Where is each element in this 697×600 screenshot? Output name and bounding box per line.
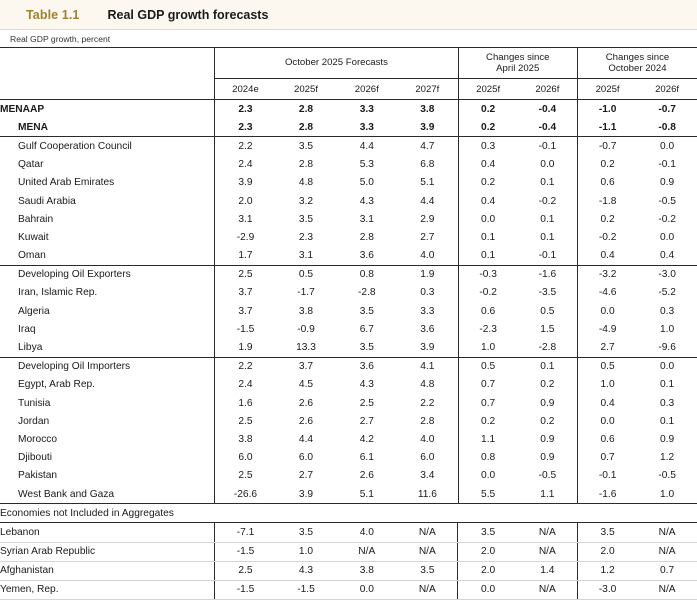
table-row: [0, 192, 697, 210]
row-value: 5.0: [359, 177, 374, 189]
row-value: 0.4: [458, 192, 518, 210]
row-value: 4.7: [397, 137, 458, 156]
row-value: 3.6: [359, 250, 374, 262]
table-row: [0, 210, 697, 228]
row-value: N/A: [637, 542, 697, 561]
row-value: 0.0: [577, 302, 637, 320]
row-value: 0.0: [336, 580, 397, 599]
row-value: 1.0: [276, 542, 337, 561]
row-value: 0.3: [660, 397, 675, 409]
table-row: [0, 137, 697, 156]
row-value: 1.1: [518, 485, 578, 504]
row-value: -0.2: [458, 284, 518, 302]
row-value: 4.4: [420, 195, 435, 207]
row-value: 0.7: [458, 394, 518, 412]
table-title-bar: [0, 0, 697, 30]
row-value: 2.3: [215, 118, 276, 137]
row-label: Morocco: [18, 433, 58, 445]
gdp-table-extra: [0, 504, 697, 600]
row-value: 1.4: [518, 561, 578, 580]
row-label: Iraq: [18, 323, 36, 335]
group-header-changes-april: [458, 48, 577, 79]
row-value: 1.0: [577, 376, 637, 394]
row-value: 0.5: [276, 265, 337, 284]
table-row: [0, 376, 697, 394]
row-value: 2.4: [215, 156, 276, 174]
row-value: 0.1: [660, 379, 675, 391]
table-row: [0, 228, 697, 246]
row-value: -1.8: [577, 192, 637, 210]
row-value: 2.2: [215, 357, 276, 376]
row-value: 1.1: [458, 430, 518, 448]
row-value: -1.5: [215, 580, 276, 599]
row-value: 0.2: [540, 379, 555, 391]
row-label: Iran, Islamic Rep.: [18, 287, 98, 299]
row-value: 2.6: [298, 397, 314, 409]
row-value: N/A: [518, 580, 578, 599]
row-value: -2.9: [215, 228, 276, 246]
group-header-changes-oct: [577, 48, 697, 79]
row-value: 2.8: [298, 103, 314, 115]
row-value: -1.6: [577, 485, 637, 504]
page-title: Real GDP growth forecasts: [107, 7, 269, 22]
row-value: 2.7: [359, 415, 374, 427]
row-value: 0.0: [637, 137, 697, 156]
row-value: 2.8: [298, 121, 314, 133]
row-value: 3.3: [420, 305, 435, 317]
row-value: 0.2: [540, 415, 555, 427]
sub-header-2025f-forecast: 2025f: [276, 79, 337, 100]
row-label: Lebanon: [0, 523, 215, 542]
row-value: 0.9: [540, 433, 555, 445]
row-value: 0.0: [637, 357, 697, 376]
row-value: 0.6: [577, 174, 637, 192]
row-value: 4.8: [298, 177, 314, 189]
row-label: West Bank and Gaza: [0, 485, 215, 504]
row-value: 2.2: [215, 137, 276, 156]
row-value: 1.2: [660, 452, 675, 464]
row-value: -1.7: [297, 287, 315, 299]
row-value: 0.4: [660, 250, 675, 262]
row-value: 0.5: [458, 357, 518, 376]
group-header-changes-april-line2: April 2025: [496, 63, 540, 74]
group-header-changes-oct-line1: Changes since: [605, 51, 670, 63]
row-value: 2.6: [298, 415, 314, 427]
row-value: 4.4: [298, 433, 314, 445]
row-value: 2.0: [577, 542, 637, 561]
row-value: 5.5: [458, 485, 518, 504]
row-label: Yemen, Rep.: [0, 580, 215, 599]
row-value: 3.9: [215, 174, 276, 192]
row-value: 1.6: [215, 394, 276, 412]
row-value: 3.5: [397, 561, 458, 580]
row-value: 6.0: [420, 452, 435, 464]
row-value: 2.0: [215, 192, 276, 210]
row-value: 0.1: [518, 357, 578, 376]
row-value: 0.7: [458, 376, 518, 394]
gdp-table: [0, 48, 697, 504]
group-header-oct-forecasts: October 2025 Forecasts: [215, 48, 458, 79]
row-value: 4.3: [359, 379, 374, 391]
table-row: [0, 174, 697, 192]
row-value: 0.3: [458, 137, 518, 156]
row-value: N/A: [397, 542, 458, 561]
row-value: -9.6: [658, 342, 676, 354]
row-value: 0.9: [540, 452, 555, 464]
row-value: -0.2: [658, 213, 676, 225]
row-value: 6.1: [359, 452, 374, 464]
row-value: 5.3: [359, 159, 374, 171]
sub-header-2025f-chg-april: 2025f: [458, 79, 518, 100]
row-value: 4.8: [420, 379, 435, 391]
row-value: 11.6: [397, 485, 458, 504]
row-value: 0.0: [540, 159, 555, 171]
row-value: 0.2: [458, 118, 518, 137]
row-value: -1.5: [276, 580, 337, 599]
row-value: 0.9: [540, 397, 555, 409]
row-value: 2.3: [215, 100, 276, 119]
sub-header-2027f-forecast: 2027f: [397, 79, 458, 100]
sub-header-2024e: 2024e: [215, 79, 276, 100]
row-value: 2.5: [359, 397, 374, 409]
row-value: -1.6: [518, 265, 578, 284]
row-value: 6.0: [215, 449, 276, 467]
row-value: 1.9: [215, 338, 276, 357]
row-value: 2.8: [298, 159, 314, 171]
row-value: 0.3: [660, 305, 675, 317]
row-value: -0.1: [518, 137, 578, 156]
table-subtitle: Real GDP growth, percent: [0, 30, 697, 48]
table-row: [0, 100, 697, 119]
row-value: 0.4: [458, 156, 518, 174]
table-row: [0, 542, 697, 561]
row-value: -3.0: [637, 265, 697, 284]
sub-header-blank: [0, 79, 215, 100]
table-row: [0, 523, 697, 542]
row-label: MENAAP: [0, 103, 45, 115]
row-value: 0.7: [577, 449, 637, 467]
row-value: 0.0: [577, 412, 637, 430]
row-value: 0.1: [540, 213, 555, 225]
row-value: 0.2: [458, 412, 518, 430]
table-row: [0, 561, 697, 580]
row-value: -5.2: [658, 287, 676, 299]
row-value: N/A: [397, 523, 458, 542]
row-value: -0.5: [658, 195, 676, 207]
row-value: 0.9: [660, 433, 675, 445]
row-value: 2.5: [215, 467, 276, 485]
row-value: 3.5: [276, 137, 337, 156]
table-number: Table 1.1: [26, 7, 80, 22]
row-value: 0.8: [458, 449, 518, 467]
row-value: 0.1: [540, 231, 555, 243]
row-label: Afghanistan: [0, 561, 215, 580]
row-label: Djibouti: [18, 452, 52, 464]
row-value: -3.0: [577, 580, 637, 599]
row-value: -0.7: [658, 103, 676, 115]
table-row: [0, 412, 697, 430]
table-row: [0, 580, 697, 599]
row-value: 2.7: [577, 338, 637, 357]
row-value: N/A: [637, 523, 697, 542]
table-row: [0, 394, 697, 412]
row-value: 3.9: [276, 485, 337, 504]
table-row: [0, 320, 697, 338]
row-value: -0.4: [538, 121, 557, 133]
row-value: 2.0: [458, 542, 518, 561]
sub-header-2026f-chg-april: 2026f: [518, 79, 578, 100]
row-value: 3.7: [276, 357, 337, 376]
row-label: Egypt, Arab Rep.: [18, 379, 96, 391]
row-value: -1.5: [215, 542, 276, 561]
row-value: 2.5: [215, 412, 276, 430]
row-value: 0.3: [420, 287, 435, 299]
table-row: [0, 302, 697, 320]
row-value: 4.0: [420, 433, 435, 445]
row-value: -0.9: [297, 323, 315, 335]
row-value: N/A: [637, 580, 697, 599]
row-value: 1.9: [397, 265, 458, 284]
table-row: [0, 118, 697, 137]
row-value: 3.5: [359, 342, 374, 354]
row-value: -2.8: [358, 287, 376, 299]
row-value: 2.4: [215, 376, 276, 394]
row-value: 3.3: [359, 121, 374, 133]
row-value: 1.0: [660, 323, 675, 335]
row-value: -1.0: [577, 100, 637, 119]
row-value: -4.9: [577, 320, 637, 338]
row-value: 2.8: [359, 231, 374, 243]
row-value: 3.3: [359, 103, 374, 115]
row-value: 0.6: [577, 430, 637, 448]
section-title: Economies not Included in Aggregates: [0, 504, 697, 523]
row-value: 2.9: [420, 213, 435, 225]
row-value: -4.6: [577, 284, 637, 302]
row-value: 0.5: [540, 305, 555, 317]
row-value: 3.8: [215, 430, 276, 448]
row-value: 2.5: [215, 561, 276, 580]
row-value: 3.5: [298, 213, 314, 225]
row-value: 0.1: [540, 177, 555, 189]
row-value: 4.2: [359, 433, 374, 445]
row-label: Pakistan: [18, 470, 58, 482]
sub-header-row: [0, 79, 697, 100]
row-value: 0.2: [458, 174, 518, 192]
row-value: 3.2: [298, 195, 314, 207]
row-value: 0.8: [336, 265, 397, 284]
group-header-changes-april-line1: Changes since: [486, 51, 550, 63]
row-value: -0.7: [577, 137, 637, 156]
row-value: 2.6: [359, 470, 374, 482]
row-value: 0.0: [660, 231, 675, 243]
row-label: Developing Oil Importers: [0, 357, 215, 376]
row-value: -7.1: [215, 523, 276, 542]
row-value: 2.0: [458, 561, 518, 580]
row-label: Kuwait: [18, 231, 49, 243]
row-value: 4.3: [359, 195, 374, 207]
row-value: -0.5: [538, 470, 557, 482]
row-label: Algeria: [18, 305, 50, 317]
row-label: Tunisia: [18, 397, 51, 409]
row-value: 0.2: [577, 156, 637, 174]
row-value: -3.2: [577, 265, 637, 284]
row-value: 6.8: [420, 159, 435, 171]
row-label: United Arab Emirates: [18, 177, 115, 189]
row-value: 3.7: [215, 284, 276, 302]
row-value: N/A: [518, 542, 578, 561]
table-row: [0, 156, 697, 174]
table-row: [0, 338, 697, 357]
row-value: 3.6: [336, 357, 397, 376]
table-head: [0, 48, 697, 100]
row-value: 4.0: [420, 250, 435, 262]
row-label: Oman: [18, 250, 46, 262]
row-value: -1.5: [215, 320, 276, 338]
row-value: 5.1: [420, 177, 435, 189]
row-value: 4.0: [336, 523, 397, 542]
row-value: 0.4: [577, 394, 637, 412]
row-value: 4.5: [298, 379, 314, 391]
row-value: 3.8: [336, 561, 397, 580]
row-value: 0.2: [458, 100, 518, 119]
table-row: [0, 357, 697, 376]
row-label: Syrian Arab Republic: [0, 542, 215, 561]
sub-header-2026f-chg-oct: 2026f: [637, 79, 697, 100]
row-value: 4.4: [336, 137, 397, 156]
row-value: 2.3: [298, 231, 314, 243]
table-row: [0, 449, 697, 467]
row-value: 13.3: [296, 342, 316, 354]
row-value: -0.3: [458, 265, 518, 284]
row-value: -0.5: [658, 470, 676, 482]
row-value: 3.9: [420, 121, 435, 133]
row-value: 3.7: [215, 302, 276, 320]
table-body-main: [0, 100, 697, 504]
row-value: 1.7: [215, 247, 276, 266]
row-value: 1.5: [540, 323, 555, 335]
sub-header-2026f-forecast: 2026f: [336, 79, 397, 100]
row-value: -2.3: [458, 320, 518, 338]
row-value: 3.1: [359, 213, 374, 225]
section-header-row: [0, 504, 697, 523]
group-header-changes-oct-line2: October 2024: [608, 63, 667, 74]
row-value: 3.4: [420, 470, 435, 482]
row-label: Saudi Arabia: [18, 195, 76, 207]
row-value: -3.5: [538, 287, 557, 299]
row-value: 1.2: [577, 561, 637, 580]
row-value: 3.1: [215, 210, 276, 228]
table-row: [0, 247, 697, 266]
row-value: 2.2: [420, 397, 435, 409]
row-value: 6.0: [298, 452, 314, 464]
row-label: Gulf Cooperation Council: [0, 137, 215, 156]
table-row: [0, 430, 697, 448]
row-value: -0.4: [538, 103, 557, 115]
row-value: 0.2: [577, 210, 637, 228]
row-value: 4.1: [397, 357, 458, 376]
row-label: Bahrain: [18, 213, 54, 225]
row-value: 1.0: [458, 338, 518, 357]
row-value: 0.1: [660, 415, 675, 427]
row-value: 3.9: [420, 342, 435, 354]
row-value: -0.8: [658, 121, 676, 133]
row-label: MENA: [18, 121, 48, 133]
row-value: 3.5: [458, 523, 518, 542]
row-label: Qatar: [18, 159, 44, 171]
table-body-extra: [0, 504, 697, 599]
group-header-blank: [0, 48, 215, 79]
row-value: 3.5: [359, 305, 374, 317]
row-value: 0.6: [458, 302, 518, 320]
row-value: 0.1: [458, 228, 518, 246]
row-value: 6.7: [359, 323, 374, 335]
row-value: 5.1: [336, 485, 397, 504]
row-value: 0.1: [458, 247, 518, 266]
row-label: Jordan: [18, 415, 50, 427]
row-value: 2.8: [420, 415, 435, 427]
row-value: -0.1: [538, 250, 557, 262]
row-value: 3.6: [420, 323, 435, 335]
row-value: 3.5: [276, 523, 337, 542]
table-row: [0, 265, 697, 284]
row-label: Libya: [18, 342, 43, 354]
row-value: 1.0: [637, 485, 697, 504]
row-value: 4.3: [276, 561, 337, 580]
row-value: 0.0: [458, 210, 518, 228]
table-row: [0, 485, 697, 504]
row-value: -0.1: [658, 159, 676, 171]
row-value: 0.5: [577, 357, 637, 376]
row-value: -0.1: [577, 467, 637, 485]
row-value: 2.7: [298, 470, 314, 482]
row-value: 0.0: [458, 467, 518, 485]
row-value: 2.7: [420, 231, 435, 243]
group-header-row: [0, 48, 697, 79]
row-value: 3.8: [298, 305, 314, 317]
row-value: 0.0: [458, 580, 518, 599]
row-value: N/A: [518, 523, 578, 542]
row-value: -26.6: [215, 485, 276, 504]
row-value: -2.8: [538, 342, 557, 354]
table-row: [0, 284, 697, 302]
row-value: N/A: [336, 542, 397, 561]
row-value: 2.5: [215, 265, 276, 284]
row-value: N/A: [397, 580, 458, 599]
row-value: 0.4: [577, 247, 637, 266]
row-value: -0.2: [538, 195, 557, 207]
sub-header-2025f-chg-oct: 2025f: [577, 79, 637, 100]
row-label: Developing Oil Exporters: [0, 265, 215, 284]
row-value: -1.1: [577, 118, 637, 137]
row-value: 0.7: [637, 561, 697, 580]
row-value: 3.5: [577, 523, 637, 542]
row-value: -0.2: [577, 228, 637, 246]
row-value: 0.9: [660, 177, 675, 189]
row-value: 3.1: [298, 250, 314, 262]
row-value: 3.8: [420, 103, 435, 115]
table-row: [0, 467, 697, 485]
